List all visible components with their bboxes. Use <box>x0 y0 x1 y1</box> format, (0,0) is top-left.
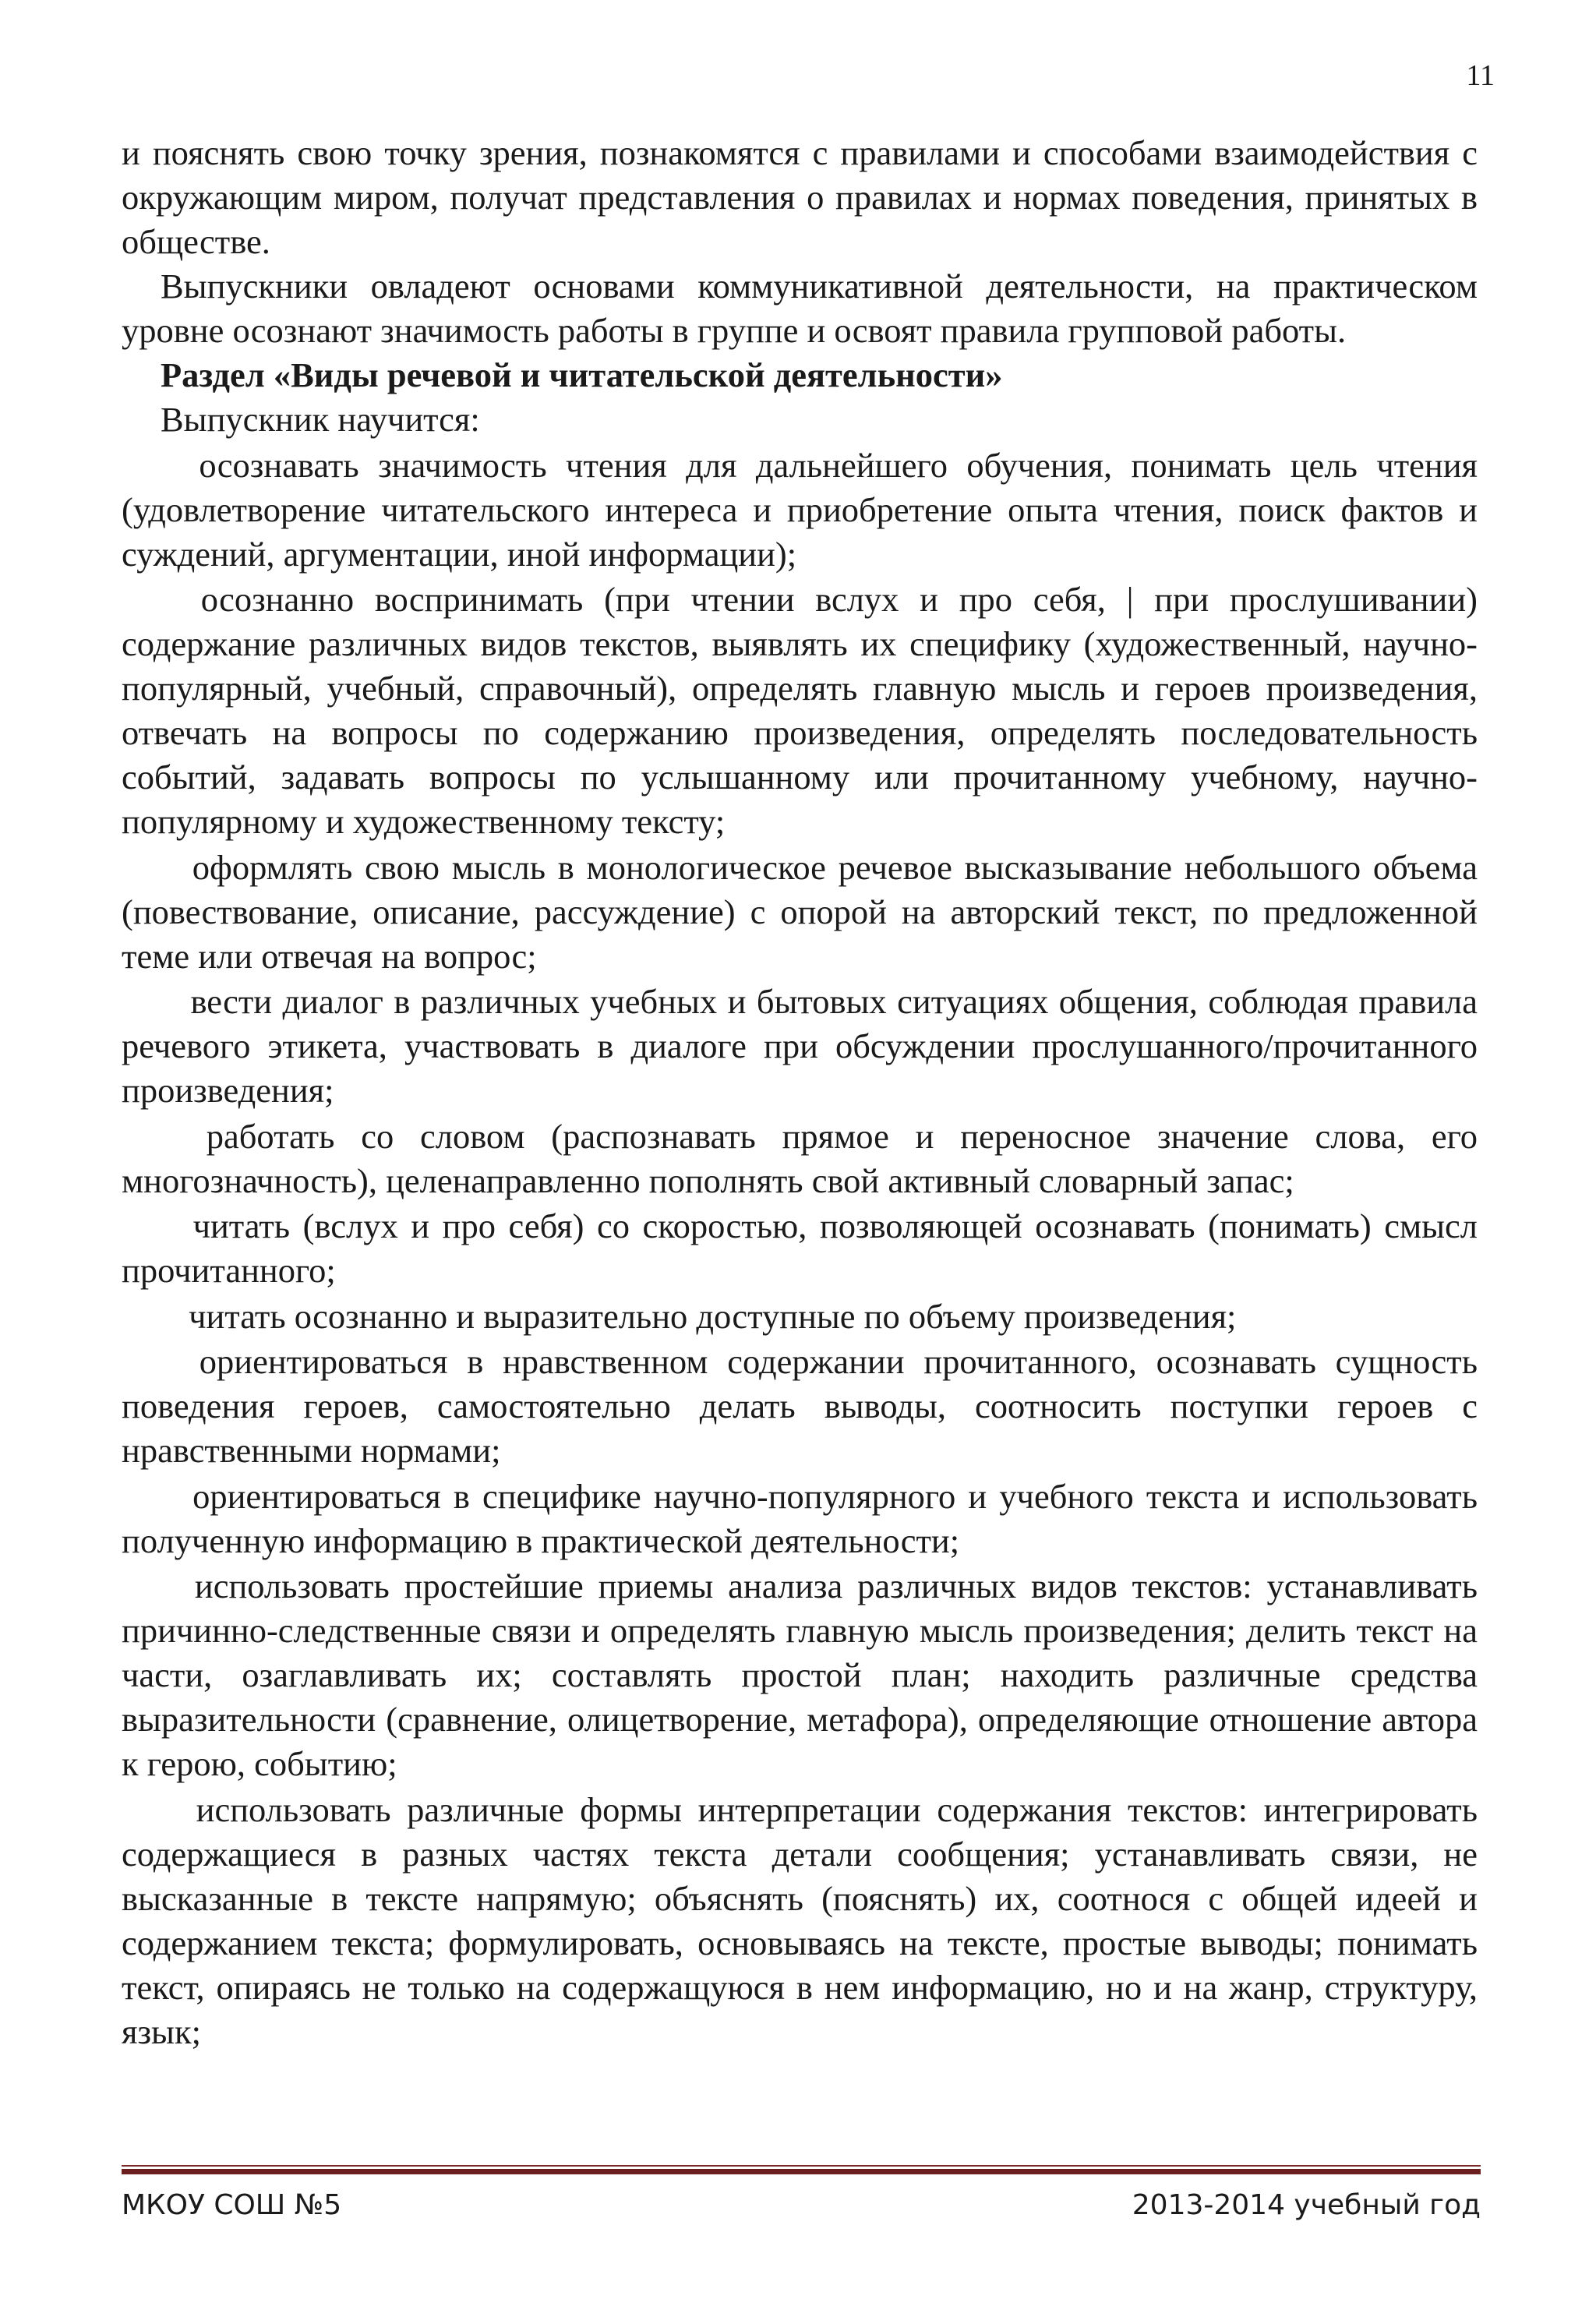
list-item <box>122 1563 1478 1787</box>
footer-divider <box>122 2165 1481 2174</box>
footer-divider-thin <box>122 2165 1481 2167</box>
list-item <box>122 1113 1478 1203</box>
intro-paragraph-2: Выпускники овладеют основами коммуникативной деятельности, на практическом уровне осознают значимость работы в группе и освоят правила групповой работы. <box>122 267 1478 350</box>
list-item-text: работать со словом (распознавать прямое и переносное значение слова, его многозначность), целенаправленно пополнять свой активный словарный запас; <box>122 1116 1478 1200</box>
list-item-text: использовать простейшие приемы анализа различных видов текстов: устанавливать причинно-следственные связи и определять главную мысль произведения; делить текст на части, озаглавливать их; составлять простой план; находить различные средства выразительности (сравнение, олицетворение, метафора), определяющие отношение автора к герою, событию; <box>122 1566 1478 1783</box>
list-item <box>122 979 1478 1114</box>
list-item-text: читать осознанно и выразительно доступные по объему произведения; <box>189 1296 1237 1336</box>
list-item <box>122 1339 1478 1474</box>
intro-paragraph-1: и пояснять свою точку зрения, познакомятся с правилами и способами взаимодействия с окружающим миром, получат представления о правилах и нормах поведения, принятых в обществе. <box>122 133 1478 261</box>
list-item-text: ориентироваться в специфике научно-популярного и учебного текста и использовать полученную информацию в практической деятельности; <box>122 1476 1478 1560</box>
section-lead: Выпускник научится: <box>161 400 480 439</box>
list-item-text: осознавать значимость чтения для дальнейшего обучения, понимать цель чтения (удовлетворение читательского интереса и приобретение опыта чтения, поиск фактов и суждений, аргументации, иной информации); <box>122 445 1478 574</box>
list-item <box>122 1293 1478 1339</box>
list-item <box>122 577 1478 845</box>
footer-school-name: МКОУ СОШ №5 <box>122 2189 342 2221</box>
list-item-text: использовать различные формы интерпретации содержания текстов: интегрировать содержащиеся в разных частях текста детали сообщения; устанавливать связи, не высказанные в тексте напрямую; объяснять (пояснять) их, соотнося с общей идеей и содержанием текста; формулировать, основываясь на тексте, простые выводы; понимать текст, опираясь не только на содержащуюся в нем информацию, но и на жанр, структуру, язык; <box>122 1789 1478 2051</box>
list-item <box>122 844 1478 979</box>
footer-divider-thick <box>122 2169 1481 2174</box>
list-item <box>122 1473 1478 1563</box>
list-item <box>122 1786 1478 2054</box>
list-item-text: вести диалог в различных учебных и бытовых ситуациях общения, соблюдая правила речевого этикета, участвовать в диалоге при обсуждении прослушанного/прочитанного произведения; <box>122 982 1478 1110</box>
list-item-text: ориентироваться в нравственном содержании прочитанного, осознавать сущность поведения героев, самостоятельно делать выводы, соотносить поступки героев с нравственными нормами; <box>122 1342 1478 1470</box>
footer-school-year: 2013-2014 учебный год <box>1132 2189 1481 2221</box>
list-item-text: оформлять свою мысль в монологическое речевое высказывание небольшого объема (повествование, описание, рассуждение) с опорой на авторский текст, по предложенной теме или отвечая на вопрос; <box>122 847 1478 976</box>
document-body <box>122 131 1478 2054</box>
list-item-text: читать (вслух и про себя) со скоростью, позволяющей осознавать (понимать) смысл прочитанного; <box>122 1206 1478 1290</box>
list-item-text: осознанно воспринимать (при чтении вслух и про себя, | при прослушивании) содержание различных видов текстов, выявлять их специфику (художественный, научно-популярный, учебный, справочный), определять главную мысль и героев произведения, отвечать на вопросы по содержанию произведения, определять последовательность событий, задавать вопросы по услышанному или прочитанному учебному, научно-популярному и художественному тексту; <box>122 580 1478 841</box>
page-number: 11 <box>1466 59 1495 92</box>
section-heading: Раздел «Виды речевой и читательской деятельности» <box>161 355 1003 394</box>
list-item <box>122 442 1478 577</box>
list-item <box>122 1203 1478 1294</box>
outcomes-list <box>122 442 1478 2054</box>
